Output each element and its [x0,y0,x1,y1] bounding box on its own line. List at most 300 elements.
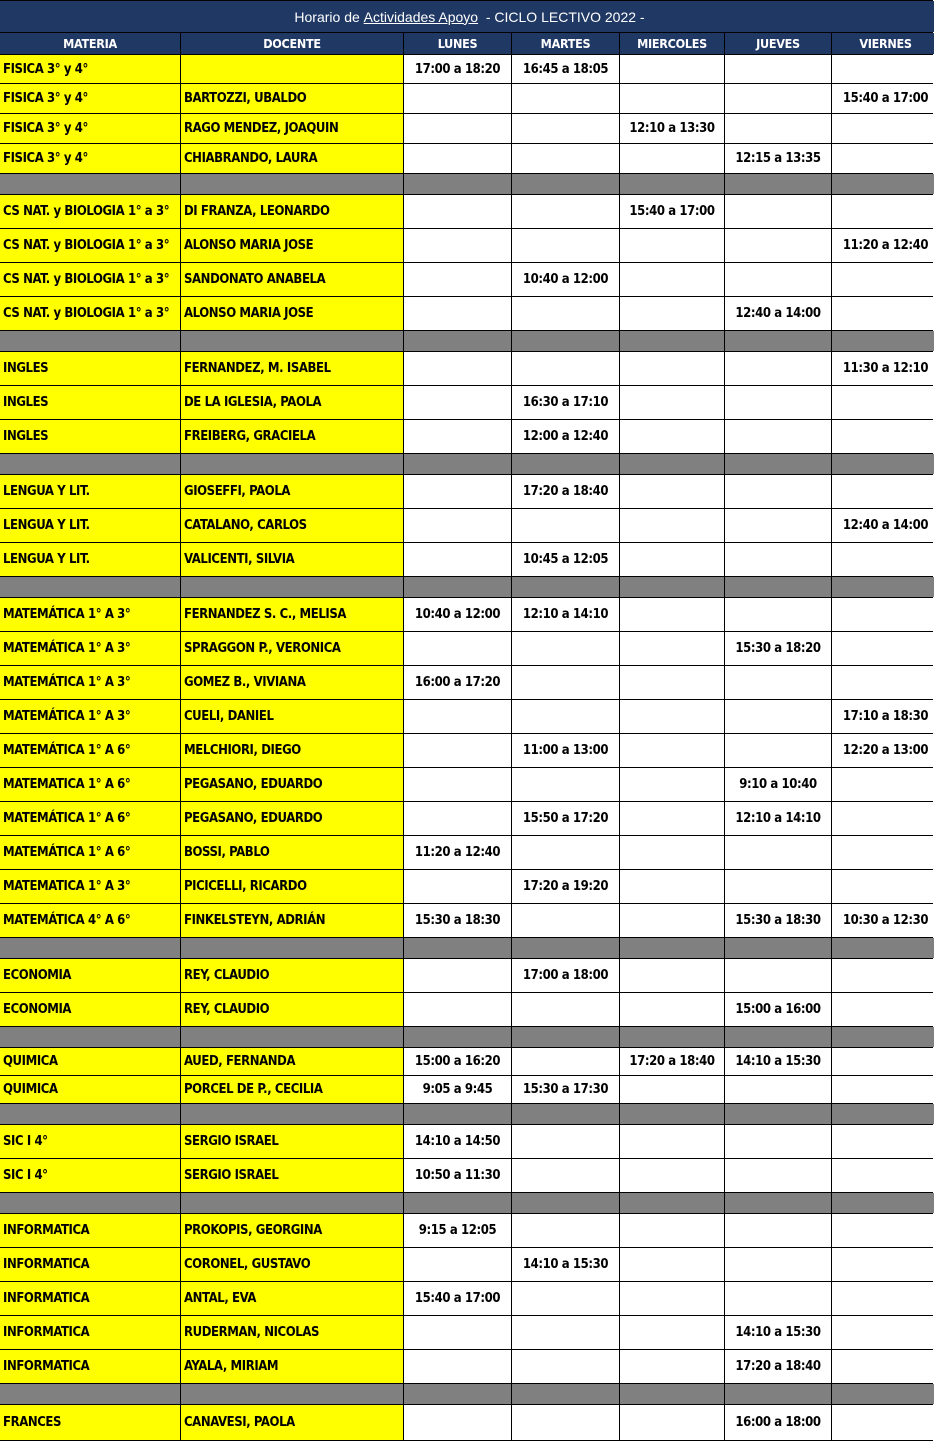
time-cell-viernes [832,1248,934,1281]
teacher-cell: ALONSO MARIA JOSE [181,229,403,262]
time-cell-lunes [404,352,511,385]
time-cell-martes: 17:00 a 18:00 [512,959,619,992]
subject-cell: MATEMATICA 1° A 3° [0,870,180,903]
subject-cell: INFORMATICA [0,1282,180,1315]
time-cell-viernes [832,836,934,869]
subject-cell: MATEMÁTICA 1° A 3° [0,632,180,665]
time-cell-viernes [832,114,934,143]
subject-cell: CS NAT. y BIOLOGIA 1° a 3° [0,263,180,296]
subject-cell: FISICA 3° y 4° [0,144,180,173]
time-cell-miercoles [620,598,724,631]
time-cell-martes [512,1048,619,1075]
time-cell-viernes [832,543,934,576]
time-cell-jueves [725,870,831,903]
teacher-cell: VALICENTI, SILVIA [181,543,403,576]
time-cell-viernes [832,297,934,330]
separator-cell [0,1193,180,1213]
separator-cell [0,174,180,194]
time-cell-viernes: 10:30 a 12:30 [832,904,934,937]
time-cell-viernes [832,195,934,228]
time-cell-jueves [725,666,831,699]
time-cell-lunes: 15:00 a 16:20 [404,1048,511,1075]
time-cell-martes [512,114,619,143]
separator-cell [832,1384,934,1404]
subject-cell: LENGUA Y LIT. [0,475,180,508]
time-cell-jueves: 14:10 a 15:30 [725,1316,831,1349]
subject-cell: LENGUA Y LIT. [0,543,180,576]
time-cell-lunes [404,84,511,113]
teacher-cell: SPRAGGON P., VERONICA [181,632,403,665]
separator-cell [512,331,619,351]
time-cell-martes: 15:50 a 17:20 [512,802,619,835]
time-cell-miercoles: 15:40 a 17:00 [620,195,724,228]
time-cell-viernes [832,420,934,453]
time-cell-lunes [404,734,511,767]
time-cell-miercoles [620,509,724,542]
subject-cell: FRANCES [0,1405,180,1440]
separator-cell [832,174,934,194]
time-cell-viernes [832,1076,934,1103]
separator-cell [620,577,724,597]
time-cell-lunes [404,386,511,419]
time-cell-jueves: 15:30 a 18:30 [725,904,831,937]
time-cell-jueves [725,1248,831,1281]
subject-cell: CS NAT. y BIOLOGIA 1° a 3° [0,195,180,228]
subject-cell: SIC I 4° [0,1125,180,1158]
time-cell-lunes [404,420,511,453]
teacher-cell: CANAVESI, PAOLA [181,1405,403,1440]
separator-cell [725,1384,831,1404]
time-cell-jueves [725,475,831,508]
time-cell-miercoles [620,386,724,419]
teacher-cell: SERGIO ISRAEL [181,1125,403,1158]
teacher-cell: MELCHIORI, DIEGO [181,734,403,767]
time-cell-martes [512,144,619,173]
time-cell-martes: 17:20 a 19:20 [512,870,619,903]
separator-cell [404,577,511,597]
time-cell-viernes [832,1316,934,1349]
time-cell-martes [512,509,619,542]
time-cell-miercoles [620,802,724,835]
time-cell-martes: 15:30 a 17:30 [512,1076,619,1103]
time-cell-viernes [832,959,934,992]
time-cell-miercoles [620,959,724,992]
separator-cell [404,1027,511,1047]
separator-cell [725,331,831,351]
time-cell-jueves: 16:00 a 18:00 [725,1405,831,1440]
subject-cell: FISICA 3° y 4° [0,55,180,83]
time-cell-martes [512,352,619,385]
header-docente: DOCENTE [181,33,403,54]
time-cell-jueves [725,229,831,262]
time-cell-jueves [725,598,831,631]
time-cell-jueves [725,1214,831,1247]
separator-cell [181,454,403,474]
separator-cell [512,938,619,958]
time-cell-miercoles [620,84,724,113]
subject-cell: INFORMATICA [0,1316,180,1349]
separator-cell [181,331,403,351]
time-cell-jueves [725,1282,831,1315]
time-cell-lunes [404,229,511,262]
time-cell-lunes [404,144,511,173]
time-cell-jueves [725,114,831,143]
separator-cell [725,577,831,597]
separator-cell [0,938,180,958]
time-cell-lunes: 15:40 a 17:00 [404,1282,511,1315]
time-cell-jueves [725,195,831,228]
subject-cell: MATEMÁTICA 1° A 6° [0,734,180,767]
time-cell-miercoles [620,870,724,903]
time-cell-lunes [404,1350,511,1383]
time-cell-viernes [832,263,934,296]
time-cell-martes [512,297,619,330]
time-cell-viernes [832,144,934,173]
separator-cell [181,1027,403,1047]
time-cell-martes [512,1282,619,1315]
separator-cell [0,331,180,351]
teacher-cell: RUDERMAN, NICOLAS [181,1316,403,1349]
subject-cell: LENGUA Y LIT. [0,509,180,542]
time-cell-jueves [725,1076,831,1103]
time-cell-martes: 11:00 a 13:00 [512,734,619,767]
time-cell-martes [512,1316,619,1349]
time-cell-lunes [404,768,511,801]
separator-cell [181,938,403,958]
header-materia: MATERIA [0,33,180,54]
time-cell-miercoles [620,297,724,330]
subject-cell: SIC I 4° [0,1159,180,1192]
time-cell-miercoles [620,543,724,576]
time-cell-martes [512,768,619,801]
time-cell-jueves [725,84,831,113]
subject-cell: FISICA 3° y 4° [0,114,180,143]
time-cell-martes: 17:20 a 18:40 [512,475,619,508]
separator-cell [832,454,934,474]
separator-cell [0,1027,180,1047]
time-cell-jueves [725,386,831,419]
separator-cell [0,1104,180,1124]
time-cell-viernes [832,1405,934,1440]
title-prefix: Horario de [294,8,364,25]
separator-cell [725,938,831,958]
separator-cell [404,1384,511,1404]
time-cell-miercoles: 17:20 a 18:40 [620,1048,724,1075]
time-cell-lunes: 15:30 a 18:30 [404,904,511,937]
subject-cell: CS NAT. y BIOLOGIA 1° a 3° [0,229,180,262]
time-cell-viernes [832,386,934,419]
time-cell-jueves: 12:15 a 13:35 [725,144,831,173]
time-cell-miercoles [620,263,724,296]
teacher-cell [181,55,403,83]
separator-cell [404,331,511,351]
subject-cell: MATEMÁTICA 1° A 6° [0,802,180,835]
teacher-cell: BARTOZZI, UBALDO [181,84,403,113]
time-cell-viernes: 11:20 a 12:40 [832,229,934,262]
subject-cell: ECONOMIA [0,959,180,992]
time-cell-martes [512,700,619,733]
time-cell-miercoles [620,1214,724,1247]
time-cell-martes [512,666,619,699]
time-cell-miercoles [620,1405,724,1440]
separator-cell [512,174,619,194]
time-cell-lunes [404,1248,511,1281]
time-cell-miercoles [620,420,724,453]
teacher-cell: GIOSEFFI, PAOLA [181,475,403,508]
teacher-cell: FERNANDEZ S. C., MELISA [181,598,403,631]
time-cell-martes [512,1159,619,1192]
subject-cell: QUIMICA [0,1048,180,1075]
subject-cell: FISICA 3° y 4° [0,84,180,113]
time-cell-lunes [404,959,511,992]
time-cell-jueves [725,1159,831,1192]
separator-cell [404,1193,511,1213]
time-cell-miercoles: 12:10 a 13:30 [620,114,724,143]
time-cell-jueves [725,734,831,767]
time-cell-lunes: 14:10 a 14:50 [404,1125,511,1158]
time-cell-martes [512,904,619,937]
time-cell-jueves [725,509,831,542]
separator-cell [0,577,180,597]
time-cell-martes: 10:40 a 12:00 [512,263,619,296]
time-cell-jueves [725,959,831,992]
time-cell-lunes: 10:50 a 11:30 [404,1159,511,1192]
time-cell-jueves: 17:20 a 18:40 [725,1350,831,1383]
time-cell-viernes [832,993,934,1026]
teacher-cell: AYALA, MIRIAM [181,1350,403,1383]
time-cell-lunes [404,993,511,1026]
teacher-cell: DI FRANZA, LEONARDO [181,195,403,228]
separator-cell [404,454,511,474]
separator-cell [725,1193,831,1213]
separator-cell [404,938,511,958]
time-cell-viernes [832,55,934,83]
subject-cell: ECONOMIA [0,993,180,1026]
time-cell-lunes [404,543,511,576]
subject-cell: INGLES [0,386,180,419]
title-underlined: Actividades Apoyo [363,8,479,25]
time-cell-miercoles [620,700,724,733]
separator-cell [512,1104,619,1124]
time-cell-lunes: 11:20 a 12:40 [404,836,511,869]
time-cell-miercoles [620,993,724,1026]
time-cell-miercoles [620,475,724,508]
time-cell-martes: 12:00 a 12:40 [512,420,619,453]
teacher-cell: PEGASANO, EDUARDO [181,802,403,835]
time-cell-jueves: 12:10 a 14:10 [725,802,831,835]
time-cell-martes [512,1405,619,1440]
subject-cell: MATEMÁTICA 1° A 3° [0,666,180,699]
separator-cell [512,1193,619,1213]
teacher-cell: PICICELLI, RICARDO [181,870,403,903]
separator-cell [512,454,619,474]
time-cell-miercoles [620,55,724,83]
time-cell-martes [512,836,619,869]
time-cell-viernes [832,870,934,903]
time-cell-jueves [725,1125,831,1158]
time-cell-miercoles [620,1076,724,1103]
time-cell-jueves: 15:00 a 16:00 [725,993,831,1026]
time-cell-jueves: 14:10 a 15:30 [725,1048,831,1075]
subject-cell: MATEMÁTICA 4° A 6° [0,904,180,937]
subject-cell: INFORMATICA [0,1214,180,1247]
separator-cell [620,1027,724,1047]
teacher-cell: CORONEL, GUSTAVO [181,1248,403,1281]
separator-cell [512,1384,619,1404]
time-cell-lunes [404,700,511,733]
time-cell-lunes: 16:00 a 17:20 [404,666,511,699]
time-cell-lunes [404,114,511,143]
teacher-cell: RAGO MENDEZ, JOAQUIN [181,114,403,143]
time-cell-martes: 12:10 a 14:10 [512,598,619,631]
separator-cell [832,1027,934,1047]
time-cell-lunes [404,297,511,330]
time-cell-viernes [832,632,934,665]
time-cell-miercoles [620,734,724,767]
time-cell-jueves [725,420,831,453]
separator-cell [620,1384,724,1404]
time-cell-jueves: 9:10 a 10:40 [725,768,831,801]
separator-cell [181,577,403,597]
teacher-cell: FREIBERG, GRACIELA [181,420,403,453]
separator-cell [725,1027,831,1047]
time-cell-jueves [725,55,831,83]
time-cell-jueves [725,543,831,576]
separator-cell [832,331,934,351]
teacher-cell: FINKELSTEYN, ADRIÁN [181,904,403,937]
title-suffix: - CICLO LECTIVO 2022 - [478,8,645,25]
separator-cell [512,577,619,597]
subject-cell: INGLES [0,352,180,385]
separator-cell [620,174,724,194]
time-cell-martes [512,1214,619,1247]
time-cell-viernes: 11:30 a 12:10 [832,352,934,385]
time-cell-miercoles [620,632,724,665]
time-cell-lunes [404,475,511,508]
time-cell-martes [512,84,619,113]
separator-cell [0,454,180,474]
subject-cell: INGLES [0,420,180,453]
separator-cell [181,174,403,194]
separator-cell [725,174,831,194]
time-cell-viernes [832,1125,934,1158]
time-cell-miercoles [620,836,724,869]
teacher-cell: BOSSI, PABLO [181,836,403,869]
teacher-cell: CUELI, DANIEL [181,700,403,733]
teacher-cell: FERNANDEZ, M. ISABEL [181,352,403,385]
separator-cell [620,1104,724,1124]
teacher-cell: REY, CLAUDIO [181,993,403,1026]
time-cell-miercoles [620,229,724,262]
header-viernes: VIERNES [832,33,934,54]
teacher-cell: PORCEL DE P., CECILIA [181,1076,403,1103]
separator-cell [832,1193,934,1213]
time-cell-miercoles [620,768,724,801]
time-cell-jueves: 12:40 a 14:00 [725,297,831,330]
separator-cell [181,1384,403,1404]
time-cell-martes [512,1125,619,1158]
subject-cell: CS NAT. y BIOLOGIA 1° a 3° [0,297,180,330]
time-cell-lunes [404,509,511,542]
time-cell-martes [512,229,619,262]
teacher-cell: DE LA IGLESIA, PAOLA [181,386,403,419]
time-cell-lunes [404,870,511,903]
time-cell-lunes [404,195,511,228]
separator-cell [620,331,724,351]
teacher-cell: AUED, FERNANDA [181,1048,403,1075]
teacher-cell: PEGASANO, EDUARDO [181,768,403,801]
separator-cell [832,1104,934,1124]
time-cell-viernes [832,1048,934,1075]
separator-cell [832,577,934,597]
teacher-cell: SERGIO ISRAEL [181,1159,403,1192]
separator-cell [181,1104,403,1124]
time-cell-miercoles [620,1282,724,1315]
subject-cell: MATEMÁTICA 1° A 6° [0,836,180,869]
time-cell-lunes [404,632,511,665]
time-cell-jueves: 15:30 a 18:20 [725,632,831,665]
teacher-cell: SANDONATO ANABELA [181,263,403,296]
time-cell-viernes: 15:40 a 17:00 [832,84,934,113]
time-cell-martes: 16:30 a 17:10 [512,386,619,419]
teacher-cell: PROKOPIS, GEORGINA [181,1214,403,1247]
time-cell-lunes: 9:05 a 9:45 [404,1076,511,1103]
subject-cell: MATEMATICA 1° A 6° [0,768,180,801]
time-cell-miercoles [620,1350,724,1383]
time-cell-viernes [832,598,934,631]
time-cell-lunes [404,802,511,835]
time-cell-miercoles [620,1125,724,1158]
separator-cell [620,1193,724,1213]
time-cell-lunes: 17:00 a 18:20 [404,55,511,83]
separator-cell [832,938,934,958]
time-cell-lunes [404,1405,511,1440]
time-cell-martes: 14:10 a 15:30 [512,1248,619,1281]
time-cell-martes [512,195,619,228]
header-martes: MARTES [512,33,619,54]
teacher-cell: GOMEZ B., VIVIANA [181,666,403,699]
time-cell-martes: 10:45 a 12:05 [512,543,619,576]
time-cell-jueves [725,352,831,385]
time-cell-martes [512,993,619,1026]
time-cell-miercoles [620,1159,724,1192]
time-cell-jueves [725,836,831,869]
teacher-cell: ANTAL, EVA [181,1282,403,1315]
time-cell-martes [512,1350,619,1383]
time-cell-miercoles [620,904,724,937]
time-cell-viernes [832,802,934,835]
time-cell-viernes [832,1282,934,1315]
time-cell-lunes [404,1316,511,1349]
header-jueves: JUEVES [725,33,831,54]
separator-cell [620,938,724,958]
time-cell-viernes: 12:40 a 14:00 [832,509,934,542]
subject-cell: MATEMÁTICA 1° A 3° [0,598,180,631]
time-cell-jueves [725,263,831,296]
separator-cell [404,1104,511,1124]
time-cell-viernes [832,1214,934,1247]
separator-cell [0,1384,180,1404]
subject-cell: MATEMÁTICA 1° A 3° [0,700,180,733]
time-cell-viernes: 17:10 a 18:30 [832,700,934,733]
time-cell-miercoles [620,1316,724,1349]
time-cell-viernes [832,1350,934,1383]
time-cell-lunes: 10:40 a 12:00 [404,598,511,631]
time-cell-miercoles [620,1248,724,1281]
time-cell-lunes: 9:15 a 12:05 [404,1214,511,1247]
time-cell-viernes [832,768,934,801]
time-cell-viernes: 12:20 a 13:00 [832,734,934,767]
